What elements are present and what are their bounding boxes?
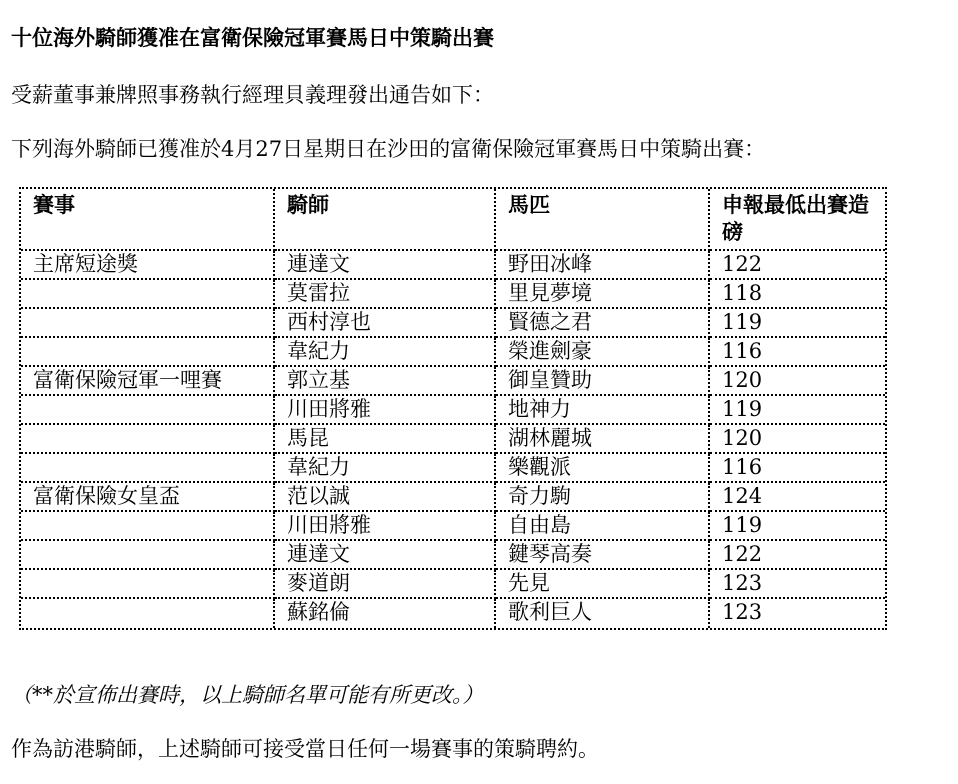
cell-weight: 120 bbox=[710, 367, 885, 396]
cell-horse: 野田冰峰 bbox=[496, 251, 710, 280]
table-row bbox=[21, 280, 885, 309]
cell-race bbox=[21, 512, 275, 541]
table-row bbox=[21, 541, 885, 570]
cell-race: 富衛保險冠軍一哩賽 bbox=[21, 367, 275, 396]
cell-horse: 鍵琴高奏 bbox=[496, 541, 710, 570]
cell-race bbox=[21, 338, 275, 367]
cell-race bbox=[21, 570, 275, 599]
table-row bbox=[21, 367, 885, 396]
table-row bbox=[21, 309, 885, 338]
cell-weight: 120 bbox=[710, 425, 885, 454]
table-row bbox=[21, 396, 885, 425]
disclaimer-note: （**於宣佈出賽時，以上騎師名單可能有所更改。） bbox=[11, 683, 484, 707]
table-row bbox=[21, 425, 885, 454]
cell-jockey: 連達文 bbox=[275, 251, 496, 280]
cell-horse: 地神力 bbox=[496, 396, 710, 425]
cell-jockey: 連達文 bbox=[275, 541, 496, 570]
cell-weight: 124 bbox=[710, 483, 885, 512]
cell-horse: 歌利巨人 bbox=[496, 599, 710, 628]
cell-race: 富衛保險女皇盃 bbox=[21, 483, 275, 512]
table-row bbox=[21, 338, 885, 367]
cell-horse: 先見 bbox=[496, 570, 710, 599]
cell-weight: 122 bbox=[710, 251, 885, 280]
cell-race bbox=[21, 396, 275, 425]
cell-race bbox=[21, 454, 275, 483]
cell-jockey: 范以誠 bbox=[275, 483, 496, 512]
cell-weight: 118 bbox=[710, 280, 885, 309]
page-title: 十位海外騎師獲准在富衛保險冠軍賽馬日中策騎出賽 bbox=[11, 25, 494, 50]
cell-jockey: 蘇銘倫 bbox=[275, 599, 496, 628]
cell-horse: 賢德之君 bbox=[496, 309, 710, 338]
header-weight: 申報最低出賽造磅 bbox=[710, 189, 885, 251]
cell-weight: 119 bbox=[710, 309, 885, 338]
cell-horse: 榮進劍豪 bbox=[496, 338, 710, 367]
cell-weight: 119 bbox=[710, 396, 885, 425]
table-row bbox=[21, 454, 885, 483]
cell-jockey: 馬昆 bbox=[275, 425, 496, 454]
cell-weight: 116 bbox=[710, 338, 885, 367]
header-jockey: 騎師 bbox=[275, 189, 496, 251]
table-row bbox=[21, 599, 885, 628]
cell-horse: 樂觀派 bbox=[496, 454, 710, 483]
lead-paragraph: 下列海外騎師已獲准於4月27日星期日在沙田的富衛保險冠軍賽馬日中策騎出賽： bbox=[11, 137, 766, 161]
cell-jockey: 川田將雅 bbox=[275, 512, 496, 541]
cell-horse: 御皇贊助 bbox=[496, 367, 710, 396]
cell-race bbox=[21, 599, 275, 628]
cell-horse: 里見夢境 bbox=[496, 280, 710, 309]
table-row bbox=[21, 570, 885, 599]
cell-race bbox=[21, 309, 275, 338]
cell-weight: 116 bbox=[710, 454, 885, 483]
closing-paragraph: 作為訪港騎師，上述騎師可接受當日任何一場賽事的策騎聘約。 bbox=[11, 737, 599, 761]
cell-race bbox=[21, 425, 275, 454]
cell-horse: 自由島 bbox=[496, 512, 710, 541]
cell-race bbox=[21, 280, 275, 309]
cell-weight: 123 bbox=[710, 570, 885, 599]
cell-weight: 122 bbox=[710, 541, 885, 570]
cell-jockey: 韋紀力 bbox=[275, 454, 496, 483]
intro-paragraph: 受薪董事兼牌照事務執行經理貝義理發出通告如下： bbox=[11, 83, 494, 107]
cell-jockey: 川田將雅 bbox=[275, 396, 496, 425]
cell-horse: 奇力駒 bbox=[496, 483, 710, 512]
table-header-row bbox=[21, 189, 885, 251]
cell-race bbox=[21, 541, 275, 570]
table-row bbox=[21, 483, 885, 512]
header-horse: 馬匹 bbox=[496, 189, 710, 251]
cell-jockey: 麥道朗 bbox=[275, 570, 496, 599]
cell-jockey: 郭立基 bbox=[275, 367, 496, 396]
cell-jockey: 韋紀力 bbox=[275, 338, 496, 367]
table-row bbox=[21, 512, 885, 541]
cell-jockey: 莫雷拉 bbox=[275, 280, 496, 309]
cell-jockey: 西村淳也 bbox=[275, 309, 496, 338]
cell-weight: 123 bbox=[722, 600, 763, 624]
header-race: 賽事 bbox=[21, 189, 275, 251]
cell-weight: 119 bbox=[710, 512, 885, 541]
cell-race: 主席短途獎 bbox=[21, 251, 275, 280]
entries-table bbox=[19, 187, 887, 630]
table-row bbox=[21, 251, 885, 280]
cell-horse: 湖林麗城 bbox=[496, 425, 710, 454]
